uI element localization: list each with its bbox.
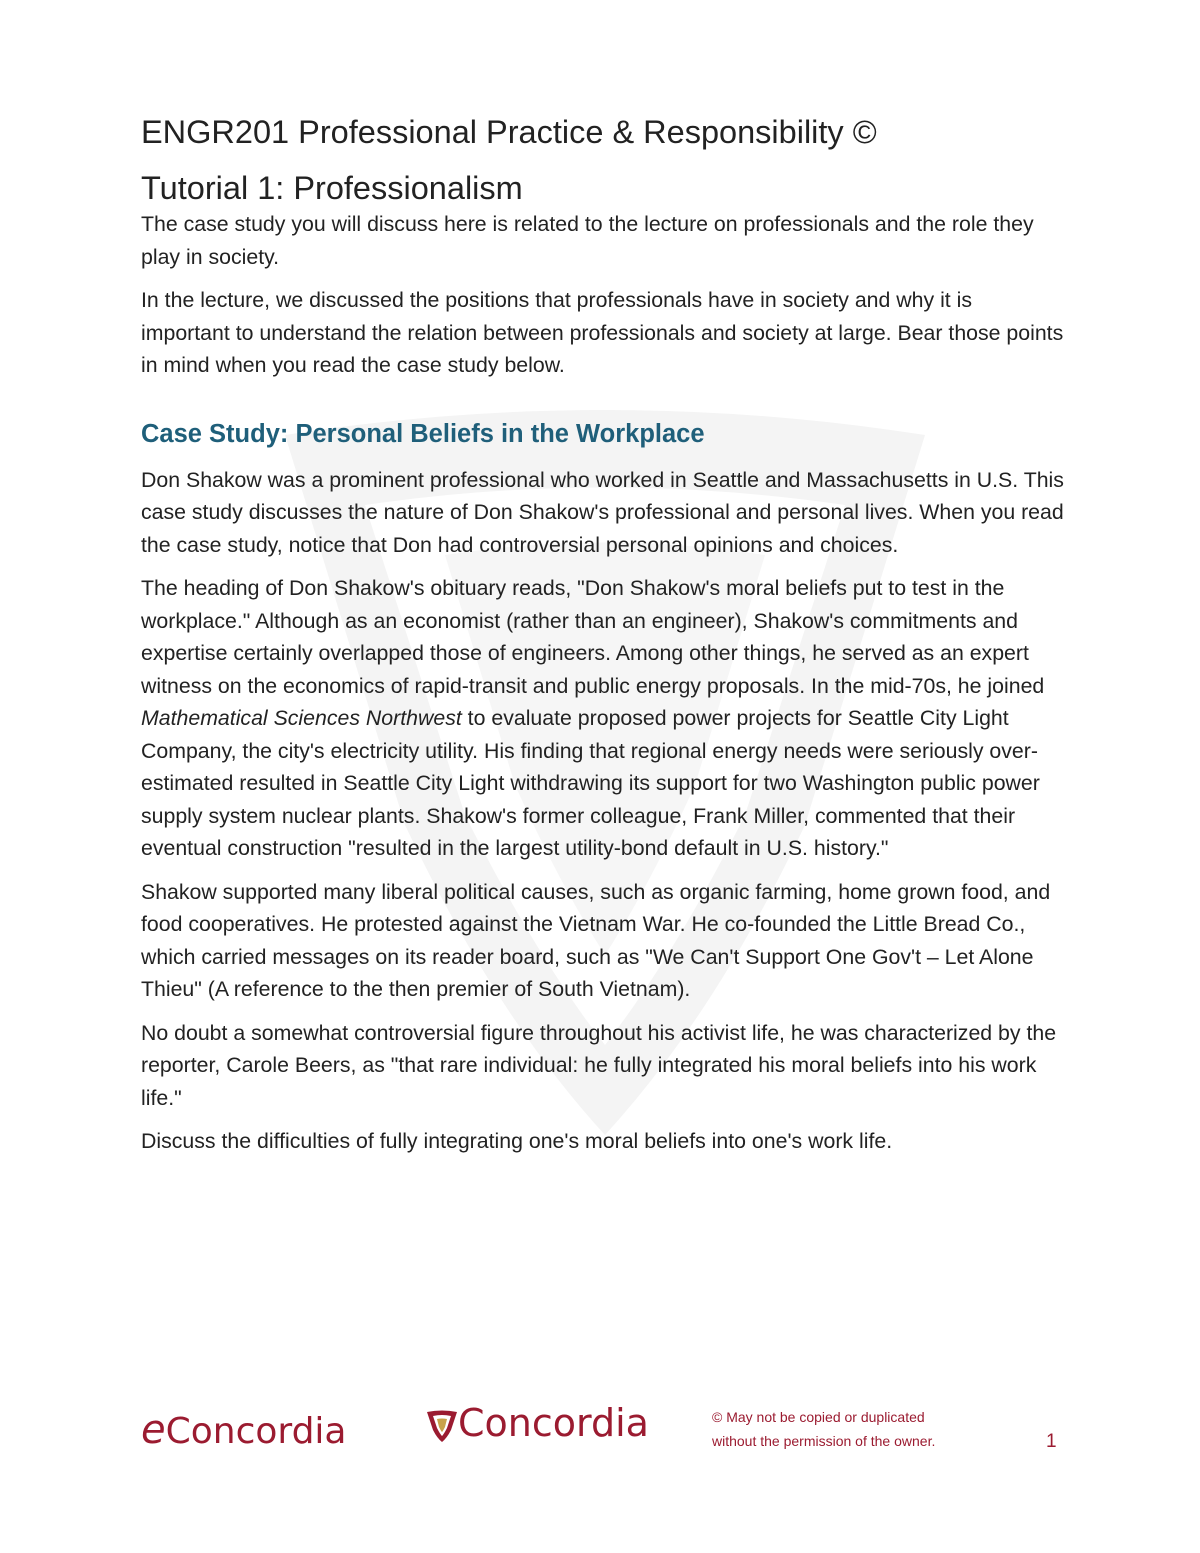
case-paragraph-3: Shakow supported many liberal political causes, such as organic farming, home grown food, and food cooperatives. He protested against the Vietnam War. He co-founded the Little Bread Co., which carried messages on its reader board, such as "We Can't Support One Gov't – Let Alone Thieu" (A reference to the then premier of South Vietnam).: [141, 879, 1051, 1001]
organization-name-italic: Mathematical Sciences Northwest: [141, 706, 462, 730]
case-paragraph-2-part-1: The heading of Don Shakow's obituary reads, "Don Shakow's moral beliefs put to test in the workplace." Although as an economist (rather than an engineer), Shakow's commitments and expertise certainly overlapped those of engineers. Among other things, he served as an expert witness on the economics of rapid-transit and public energy proposals. In the mid-70s, he joined: [141, 576, 1045, 698]
page-number: 1: [1046, 1431, 1057, 1452]
case-paragraph-2: [141, 572, 1066, 865]
tutorial-title: Tutorial 1: Professionalism: [141, 170, 523, 206]
case-paragraph-2-part-2: to evaluate proposed power projects for Seattle City Light Company, the city's electricity utility. His finding that regional energy needs were seriously over-estimated resulted in Seattle City Light withdrawing its support for two Washington public power supply system nuclear plants. Shakow's former colleague, Frank Miller, commented that their eventual construction "resulted in the largest utility-bond default in U.S. history.": [141, 706, 1040, 860]
case-study-heading: Case Study: Personal Beliefs in the Workplace: [141, 419, 705, 448]
concordia-logo-text: Concordia: [458, 1401, 649, 1445]
course-title: ENGR201 Professional Practice & Responsibility ©: [141, 114, 877, 150]
document-content: [141, 108, 1066, 1169]
econcordia-logo: eConcordia: [141, 1407, 347, 1453]
discussion-question: Discuss the difficulties of fully integrating one's moral beliefs into one's work life.: [141, 1129, 893, 1153]
intro-paragraph-1: The case study you will discuss here is related to the lecture on professionals and the role they play in society.: [141, 212, 1034, 269]
page-footer: [0, 1395, 1200, 1475]
case-paragraph-1: Don Shakow was a prominent professional who worked in Seattle and Massachusetts in U.S. This case study discusses the nature of Don Shakow's professional and personal lives. When you read the case study, notice that Don had controversial personal opinions and choices.: [141, 467, 1064, 557]
copyright-notice: © May not be copied or duplicated without the permission of the owner.: [712, 1409, 936, 1449]
intro-paragraph-2: In the lecture, we discussed the positions that professionals have in society and why it is important to understand the relation between professionals and society at large. Bear those points in mind when you read the case study below.: [141, 288, 1064, 377]
concordia-crest-icon: [424, 1408, 460, 1444]
case-paragraph-4: No doubt a somewhat controversial figure throughout his activist life, he was characterized by the reporter, Carole Beers, as "that rare individual: he fully integrated his moral beliefs into his work life.": [141, 1020, 1057, 1110]
